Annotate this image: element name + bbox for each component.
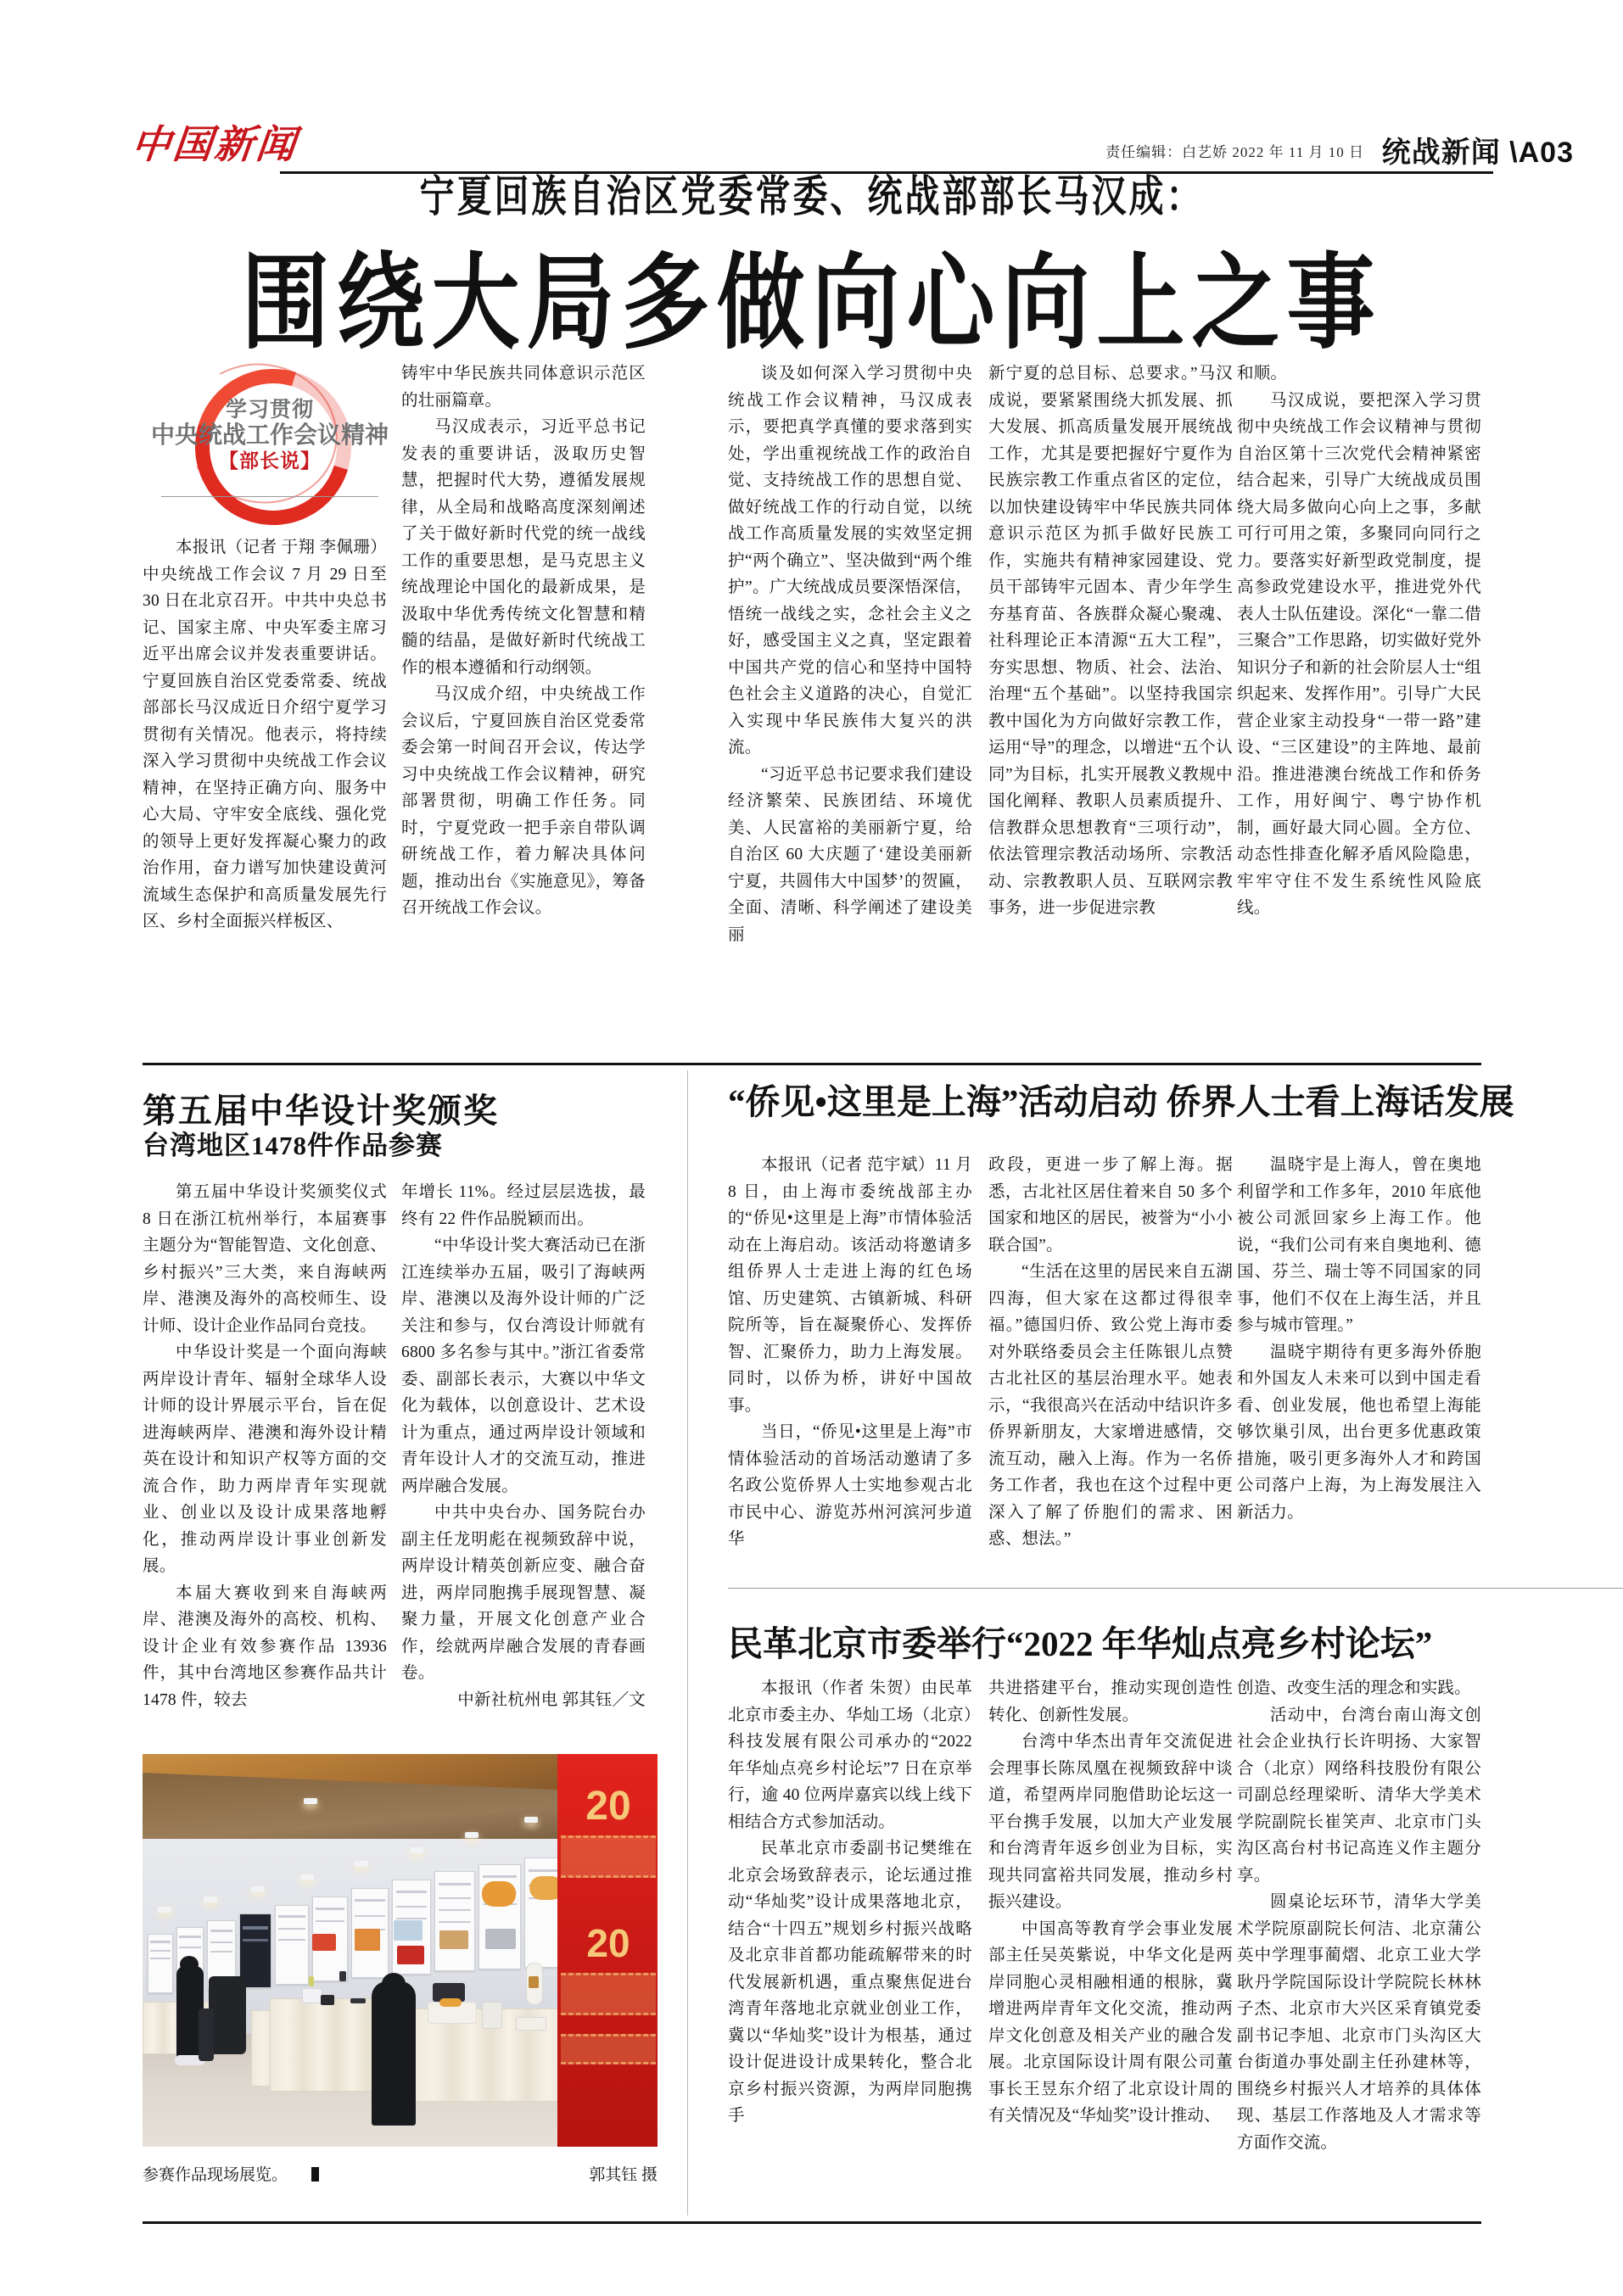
photo-caption: 参赛作品现场展览。 [143,2162,319,2185]
lead-kicker: 宁夏回族自治区党委常委、统战部部长马汉成： [419,171,1204,221]
badge-line-2: 中央统战工作会议精神 [150,422,389,448]
paragraph: 当日，“侨见•这里是上海”市情体验活动的首场活动邀请了多名政公览侨界人士实地参观古北市民中心、游览苏州河滨河步道华 [728,1423,972,1548]
display-panel [434,1871,475,1971]
story3-column-1 [728,1152,972,1550]
paragraph: “中华设计奖大赛活动已在浙江连续举办五届，吸引了海峡两岸、港澳以及海外设计师的广泛关注和参与，仅台湾设计师就有 6800 多名参与其中。”浙江省委常委、副部长表示，大赛以中华文化为载体，以创意设计、艺术设计为重点，通过两岸设计领域和青年设计人才的交流互动，推进两岸融合发展。 [401,1237,646,1495]
photo-credit: 郭其钰 摄 [589,2166,658,2184]
spotlight-icon [355,1861,368,1867]
paragraph: 本报讯（记者 于翔 李佩珊）中央统战工作会议 7 月 29 日至 30 日在北京召开。中共中央总书记、国家主席、中央军委主席习近平出席会议并发表重要讲话。宁夏回族自治区党委常委、统战部部长马汉成近日介绍宁夏学习贯彻有关情况。他表示，将持续深入学习贯彻中央统战工作会议精神，在坚持正确方向、服务中心大局、守牢安全底线、强化党的领导上更好发挥凝心聚力的政治作用，奋力谱写加快建设黄河流域生态保护和高质量发展先行区、乡村全面振兴样板区、 [143,539,387,930]
lead-column-4 [988,360,1233,1050]
lead-headline: 围绕大局多做向心向上之事 [241,247,1382,362]
story3-story4-divider [728,1588,1623,1589]
paragraph: 谈及如何深入学习贯彻中央统战工作会议精神，马汉成表示，要把真学真懂的要求落到实处，学出重视统战工作的政治自觉、支持统战工作的思想自觉、做好统战工作的行动自觉，以统战工作高质量发展的实效坚定拥护“两个确立”、坚决做到“两个维护”。广大统战成员要深悟深信，悟统一战线之实，念社会主义之好，感受国主义之真，坚定跟着中国共产党的信心和坚持中国特色社会主义道路的决心，自觉汇入实现中华民族伟大复兴的洪流。 [728,365,972,757]
lead-column-5 [1237,360,1481,1050]
paragraph: 新宁夏的总目标、总要求。”马汉成说，要紧紧围绕大抓发展、抓大发展、抓高质量发展开展统战工作，尤其是要把握好宁夏作为民族宗教工作重点省区的定位，以加快建设铸牢中华民族共同体意识示范区为抓手做好民族工作，实施共有精神家园建设、党员干部铸牢元固本、青少年学生夯基育苗、各族群众凝心聚魂、社科理论正本清源“五大工程”，夯实思想、物质、社会、法治、治理“五个基础”。以坚持我国宗教中国化为方向做好宗教工作，运用“导”的理念，以增进“五个认同”为目标，扎实开展教义教规中国化阐释、教职人员素质提升、信教群众思想教育“三项行动”，依法管理宗教活动场所、宗教活动、宗教教职人员、互联网宗教事务，进一步促进宗教 [988,365,1233,917]
paragraph: 民革北京市委副书记樊维在北京会场致辞表示，论坛通过推动“华灿奖”设计成果落地北京，结合“十四五”规划乡村振兴战略及北京非首都功能疏解带来的时代发展新机遇，重点聚焦促进台湾青年落地北京就业创业工作，冀以“华灿奖”设计为根基，通过设计促进设计成果转化，整合北京乡村振兴资源，为两岸同胞携手 [728,1840,972,2125]
editor-and-date: 责任编辑：白艺娇 2022 年 11 月 10 日 [1105,144,1364,160]
spotlight-icon [465,1832,479,1838]
spotlight-icon [158,1907,171,1913]
page-bottom-rule [143,2221,1481,2224]
lead-column-3 [728,360,972,1050]
paragraph: 铸牢中华民族共同体意识示范区的壮丽篇章。 [401,365,646,410]
story2-column-2 [401,1179,646,1739]
visitor-figure [209,1976,246,2054]
filmstrip-decoration-icon [561,1973,656,2015]
story3-column-3 [1237,1152,1481,1550]
spotlight-icon [524,1817,538,1823]
paragraph: 政段，更进一步了解上海。据悉，古北社区居住着来自 50 多个国家和地区的居民，被誉为“小小联合国”。 [988,1156,1233,1254]
display-panel [148,1934,173,1993]
paragraph: 和顺。 [1237,365,1288,383]
paragraph: 共进搭建平台，推动实现创造性转化、创新性发展。 [988,1679,1233,1724]
story2-column-1 [143,1179,387,1722]
display-panel [479,1864,521,1969]
campaign-badge [143,360,397,509]
spotlight-icon [300,1874,314,1880]
paragraph: 马汉成介绍，中央统战工作会议后，宁夏回族自治区党委常委会第一时间召开会议，传达学习中央统战工作会议精神，研究部署贯彻，明确工作任务。同时，宁夏党政一把手亲自带队调研统战工作，着力解决具体问题，推动出台《实施意见》，筹备召开统战工作会议。 [401,685,646,917]
newspaper-brand-logo: 中国新闻 [129,123,300,166]
paragraph: 中共中央台办、国务院台办副主任龙明彪在视频致辞中说，两岸设计精英创新应变、融合奋进，两岸同胞携手展现智慧、凝聚力量，开展文化创意产业合作，绘就两岸融合发展的青春画卷。 [401,1504,646,1682]
paragraph: 台湾中华杰出青年交流促进会理事长陈凤凰在视频致辞中谈道，希望两岸同胞借助论坛这一平台携手发展，以加大产业发展和台湾青年返乡创业为目标，实现共同富裕共同发展，推动乡村振兴建设。 [988,1733,1233,1911]
exhibition-photo [143,1754,658,2147]
spotlight-icon [251,1886,265,1892]
paragraph: 马汉成表示，习近平总书记发表的重要讲话，汲取历史智慧，把握时代大势，遵循发展规律，从全局和战略高度深刻阐述了关于做好新时代党的统一战线工作的重要思想，是马克思主义统战理论中国化的最新成果，是汲取中华优秀传统文化智慧和精髓的结晶，是做好新时代统战工作的根本遵循和行动纲领。 [401,418,646,677]
story4-column-2 [988,1675,1233,2176]
filmstrip-decoration-icon [561,2034,656,2064]
display-panel [275,1905,309,1985]
byline: 中新社杭州电 郭其钰／文 [457,1690,646,1709]
badge-line-1: 学习贯彻 [225,398,314,422]
visitor-figure [199,2008,214,2061]
lead-column-1 [143,534,387,1050]
poster-artwork [482,1881,516,1907]
exhibit-object [482,2002,502,2029]
lead-column-2 [401,360,646,1050]
section-and-page-number: 统战新闻 \A03 [1381,137,1574,169]
story4-headline: 民革北京市委举行“2022 年华灿点亮乡村论坛” [728,1624,1433,1663]
paragraph: “生活在这里的居民来自五湖四海，但大家在这都过得很幸福。”德国归侨、致公党上海市委对外联络委员会主任陈银儿点赞古北社区的基层治理水平。她表示，“我很高兴在活动中结识许多侨界新朋友，大家增进感情，交流互动，融入上海。作为一名侨务工作者，我也在这个过程中更深入了解了侨胞们的需求、困惑、想法。” [988,1263,1233,1548]
visitor-figure [180,1956,199,1973]
story2-headline: 第五届中华设计奖颁奖 [143,1092,499,1130]
poster-artwork [394,1920,423,1941]
visitor-figure [372,1981,416,2126]
banner-year-top: 20 [585,1784,631,1829]
paragraph: 创造、改变生活的理念和实践。 [1237,1679,1471,1697]
paragraph: 中国高等教育学会事业发展部主任吴英紫说，中华文化是两岸同胞心灵相融相通的根脉，冀增进两岸青年文化交流，推动两岸文化创意及相关产业的融合发展。北京国际设计周有限公司董事长王昱东介绍了北京设计周的有关情况及“华灿奖”设计推动、 [988,1919,1233,2125]
exhibit-object [339,1971,346,1981]
story3-column-2 [988,1152,1233,1550]
exhibit-object [350,1998,366,2003]
poster-artwork [355,1929,380,1951]
exhibit-object [439,1998,462,2007]
story4-column-3 [1237,1675,1481,2176]
visitor-figure [382,1973,406,1995]
paragraph: 第五届中华设计奖颁奖仪式 8 日在浙江杭州举行，本届赛事主题分为“智能智造、文化创意、乡村振兴”三大类，来自海峡两岸、港澳及海外的高校师生、设计师、设计企业作品同台竞技。 [143,1183,387,1335]
exhibit-object [516,2017,546,2031]
lead-story-bottom-rule [143,1063,1481,1065]
spotlight-icon [204,1897,217,1902]
event-banner [557,1754,658,2147]
exhibit-object [529,1976,539,1988]
exhibit-object [302,1988,322,2003]
masthead [0,59,1623,169]
paragraph: 圆桌论坛环节，清华大学美术学院原副院长何洁、北京蒲公英中学理事蔺熠、北京工业大学耿丹学院国际设计学院院长林林子杰、北京市大兴区采育镇党委副书记李旭、北京市门头沟区大台街道办事处副主任孙建林等，围绕乡村振兴人才培养的具体体现、基层工作落地及人才需求等方面作交流。 [1237,1893,1481,2152]
spotlight-icon [304,1798,317,1804]
column-divider [687,1070,688,2215]
filmstrip-decoration-icon [561,1835,656,1878]
paragraph: 中华设计奖是一个面向海峡两岸设计青年、辐射全球华人设计师的设计界展示平台，旨在促进海峡两岸、港澳和海外设计精英在设计和知识产权等方面的交流合作，助力两岸青年实现就业、创业以及设计成果落地孵化，推动两岸设计事业创新发展。 [143,1344,387,1575]
story2-subhead: 台湾地区1478件作品参赛 [143,1131,443,1160]
badge-line-3: 【部长说】 [219,450,321,472]
paragraph: 温晓宇是上海人，曾在奥地利留学和工作多年，2010 年底他被公司派回家乡上海工作。他说，“我们公司有来自奥地利、德国、芬兰、瑞士等不同国家的同事，他们不仅在上海生活，并且参与城市管理。” [1237,1156,1481,1334]
paragraph: 马汉成说，要把深入学习贯彻中央统战工作会议精神与贯彻自治区第十三次党代会精神紧密结合起来，引导广大统战成员围绕大局多做向心向上之事，多献可行可用之策，多聚同向同行之力。要落实好新型政党制度，提高参政党建设水平，推进党外代表人士队伍建设。深化“一靠二借三聚合”工作思路，切实做好党外知识分子和新的社会阶层人士“组织起来、发挥作用”。引导广大民营企业家主动投身“一带一路”建设、“三区建设”的主阵地、最前沿。推进港澳台统战工作和侨务工作，用好闽宁、粤宁协作机制，画好最大同心圆。全方位、动态性排查化解矛盾风险隐患，牢牢守住不发生系统性风险底线。 [1237,391,1481,917]
paragraph: 本报讯（记者 范宇斌）11 月 8 日，由上海市委统战部主办的“侨见•这里是上海”市情体验活动在上海启动。该活动将邀请多组侨界人士走进上海的红色场馆、历史建筑、古镇新城、科研院所等，旨在凝聚侨心、发挥侨智、汇聚侨力，助力上海发展。同时，以侨为桥，讲好中国故事。 [728,1156,972,1415]
end-marker-icon [311,2167,319,2181]
story4-column-1 [728,1675,972,2176]
paragraph: 活动中，台湾台南山海文创社会企业执行长许明扬、大家智合（北京）网络科技股份有限公司副总经理梁昕、清华大学美术学院副院长崔笑声、北京市门头沟区高台村书记高连义作主题分享。 [1237,1706,1481,1885]
exhibit-object [309,1976,314,1986]
paragraph: 本报讯（作者 朱贺）由民革北京市委主办、华灿工场（北京）科技发展有限公司承办的“2022 年华灿点亮乡村论坛”7 日在京举行，逾 40 位两岸嘉宾以线上线下相结合方式参加活动。 [728,1679,972,1831]
story3-headline: “侨见•这里是上海”活动启动 侨界人士看上海话发展 [728,1082,1514,1121]
poster-artwork [485,1929,516,1949]
poster-artwork [439,1930,468,1949]
spotlight-icon [410,1847,423,1853]
badge-underline [161,496,378,497]
paragraph: 年增长 11%。经过层层选拔，最终有 22 件作品脱颖而出。 [401,1183,646,1228]
banner-year-bottom: 20 [586,1921,630,1965]
poster-artwork [397,1946,424,1964]
paragraph: “习近平总书记要求我们建设经济繁荣、民族团结、环境优美、人民富裕的美丽新宁夏，给自治区 60 大庆题了‘建设美丽新宁夏，共圆伟大中国梦’的贺匾，全面、清晰、科学阐述了建设美丽 [728,765,972,944]
paragraph: 本届大赛收到来自海峡两岸、港澳及海外的高校、机构、设计企业有效参赛作品 13936 件，其中台湾地区参赛作品共计 1478 件，较去 [143,1584,387,1709]
exhibit-object [321,1995,334,2005]
photo-caption-row [143,2162,658,2185]
paragraph: 温晓宇期待有更多海外侨胞和外国友人未来可以到中国走看看、创业发展，他也希望上海能够饮巢引凤，出台更多优惠政策措施，吸引更多海外人才和跨国公司落户上海，为上海发展注入新活力。 [1237,1343,1481,1522]
poster-artwork [312,1934,336,1951]
